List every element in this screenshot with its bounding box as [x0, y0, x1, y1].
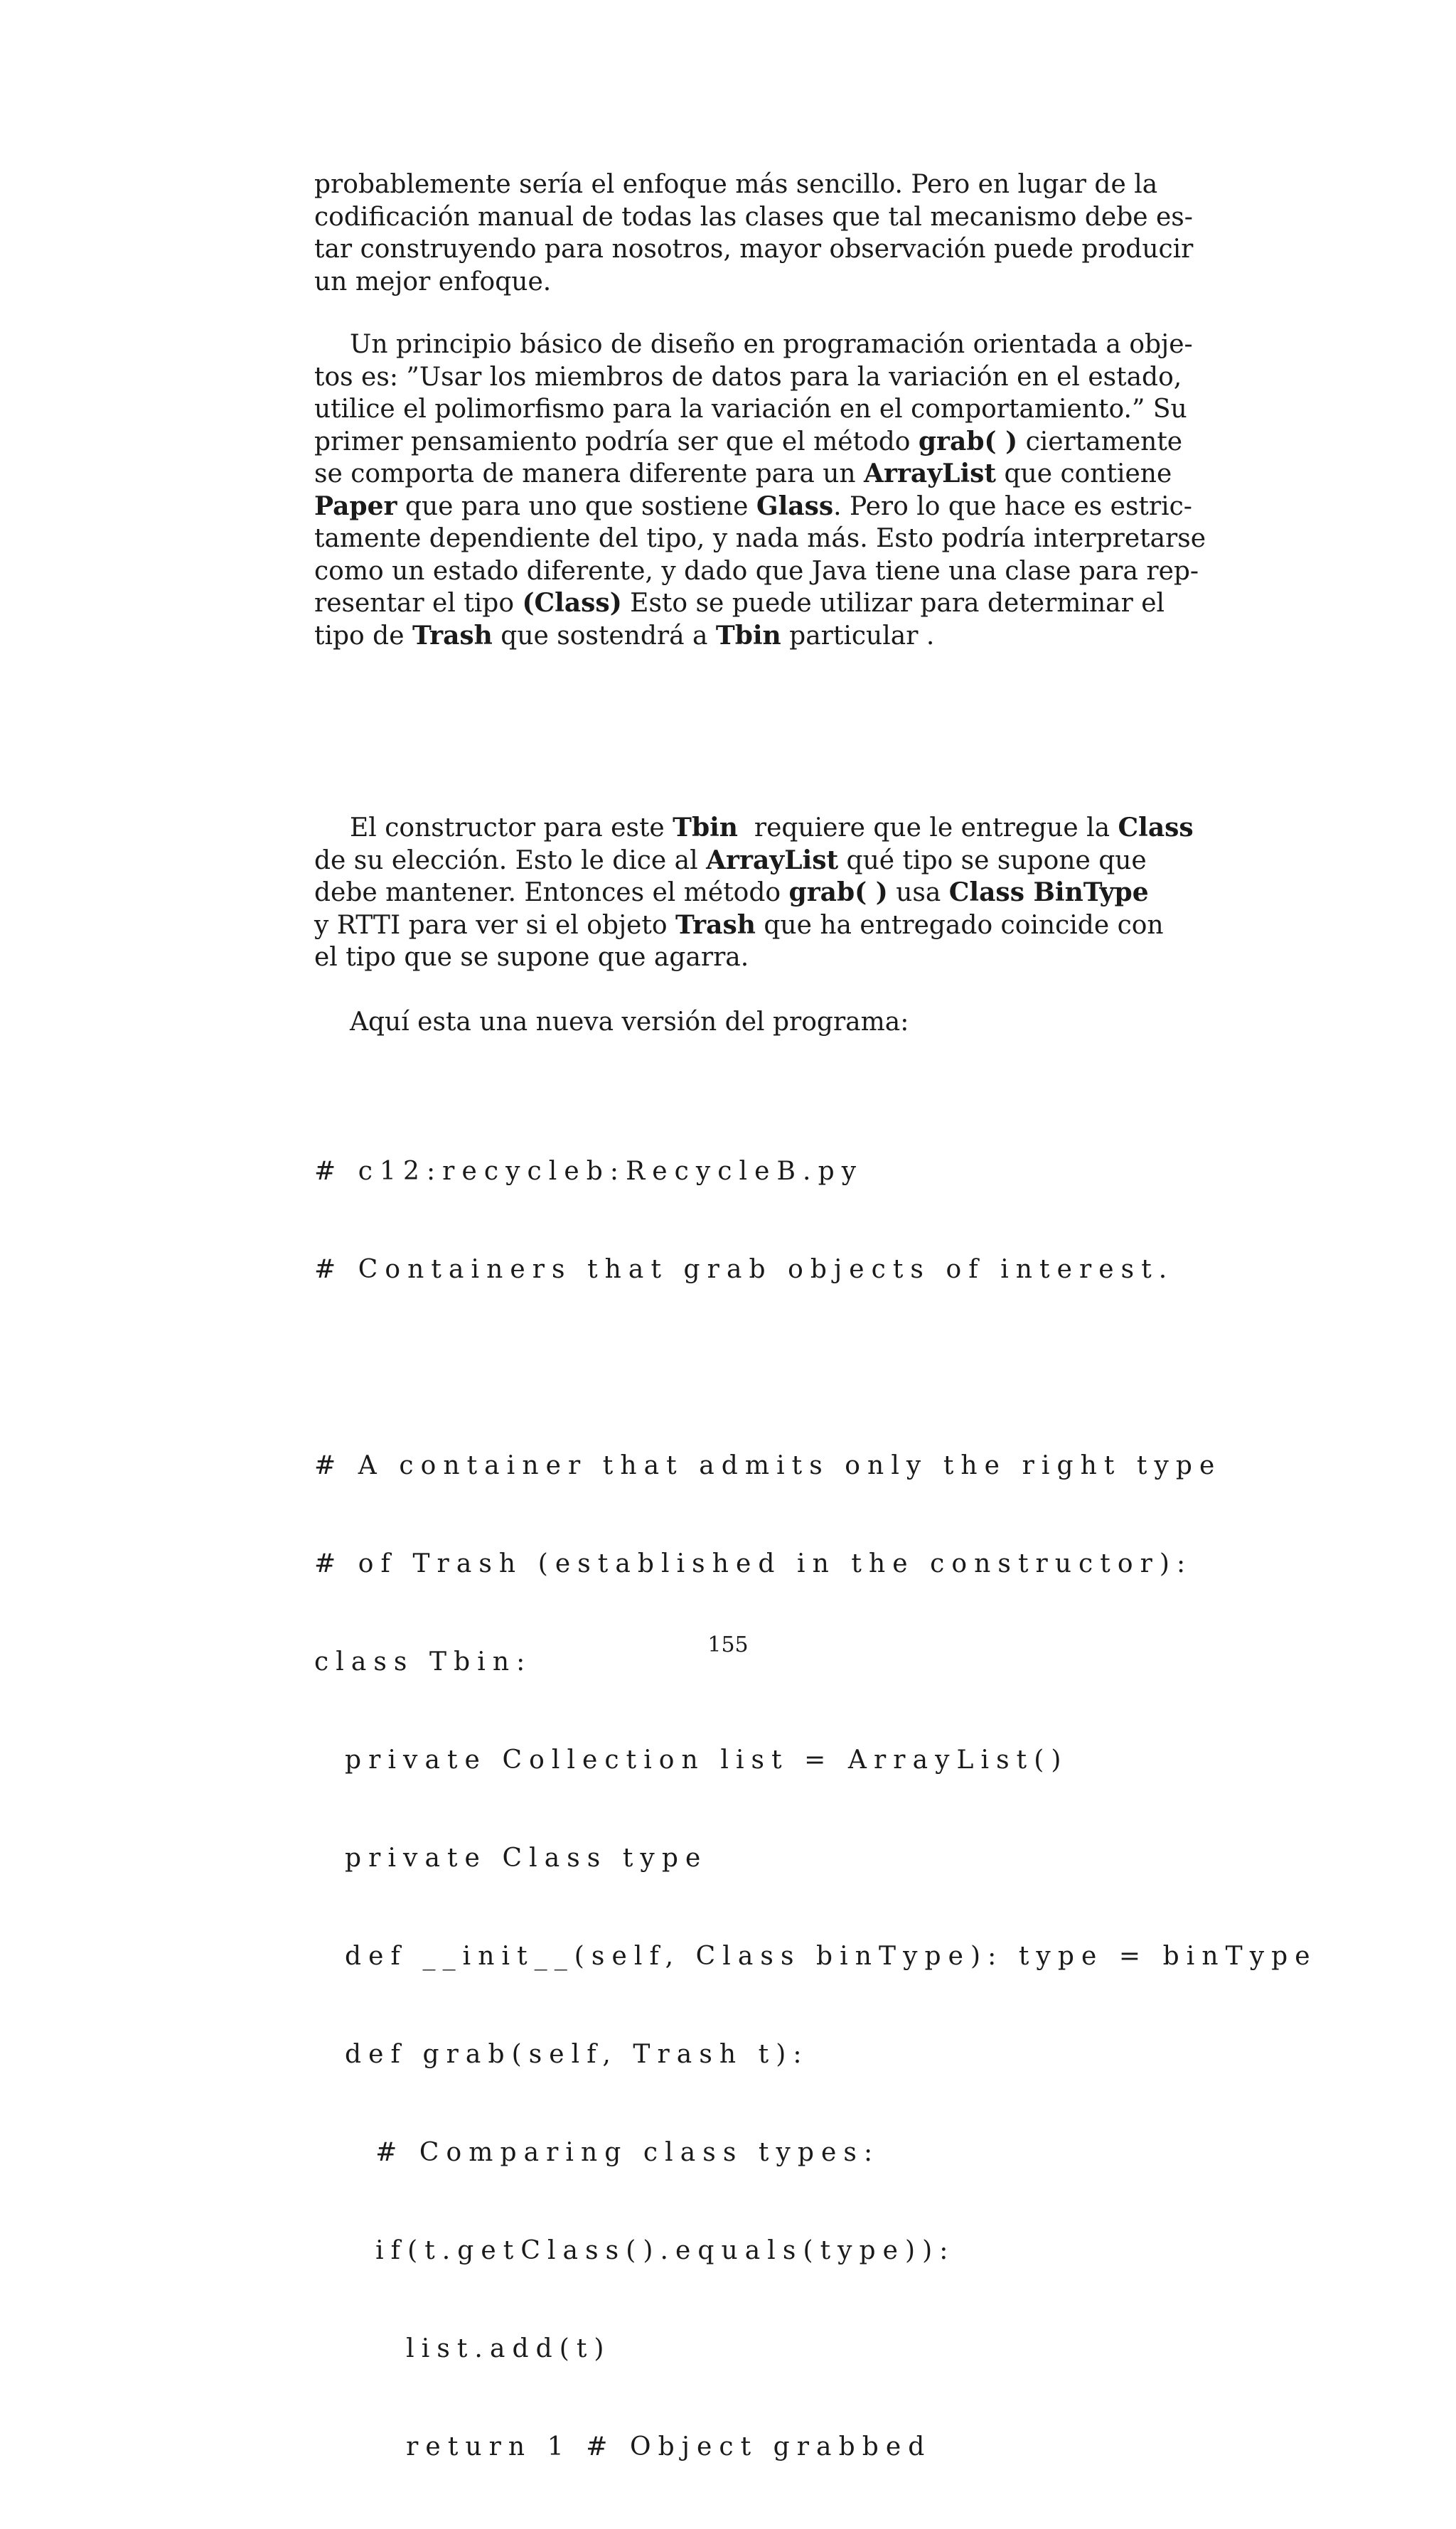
paragraph-2	[314, 328, 1206, 652]
class-name-bold: Tbin	[715, 620, 781, 651]
paragraph-line: como un estado diferente, y dado que Java tiene una clase para rep-	[314, 556, 1199, 586]
paragraph-line: Aquí esta una nueva versión del programa:	[350, 1007, 909, 1037]
text-run: Esto se puede utilizar para determinar el	[621, 589, 1165, 618]
paragraph-line	[314, 845, 1147, 877]
text-run: que para uno que sostiene	[397, 491, 756, 521]
text-run: se comporta de manera diferente para un	[314, 459, 864, 488]
paragraph-line: un mejor enfoque.	[314, 267, 552, 296]
paragraph-line: Un principio básico de diseño en programación orientada a obje-	[350, 330, 1193, 359]
text-run: debe mantener. Entonces el método	[314, 878, 789, 907]
code-line	[314, 1352, 1167, 1384]
code-line: # Containers that grab objects of interest.	[314, 1255, 1174, 1284]
class-name-bold: Trash	[412, 620, 493, 651]
code-line: private Collection list = ArrayList()	[314, 1745, 1069, 1775]
paragraph-line: el tipo que se supone que agarra.	[314, 943, 749, 972]
code-line: # Comparing class types:	[314, 2138, 880, 2167]
code-line: class Tbin:	[314, 1647, 532, 1677]
text-run: . Pero lo que hace es estric-	[833, 491, 1192, 521]
code-line: list.add(t)	[314, 2334, 611, 2363]
text-run: que contiene	[996, 459, 1172, 488]
class-name-bold: ArrayList	[864, 459, 997, 488]
class-name-bold: Class BinType	[948, 877, 1149, 907]
paragraph-line	[314, 877, 1149, 909]
class-name-bold: Trash	[675, 909, 756, 940]
class-name-bold: ArrayList	[706, 845, 839, 875]
paragraph-line	[314, 812, 1194, 845]
paragraph-line	[314, 426, 1183, 459]
class-name-bold: Paper	[314, 491, 397, 521]
text-run: usa	[887, 878, 949, 907]
code-line: return 1 # Object grabbed	[314, 2432, 932, 2461]
text-run: particular .	[781, 621, 935, 651]
paragraph-line: codificación manual de todas las clases que tal mecanismo debe es-	[314, 202, 1193, 232]
text-run: que sostendrá a	[492, 621, 716, 651]
text-run: El constructor para este	[350, 813, 673, 843]
page-number: 155	[707, 1632, 749, 1657]
class-name-bold: Glass	[756, 491, 834, 521]
class-name-bold: (Class)	[522, 588, 622, 618]
text-run: tipo de	[314, 621, 412, 651]
paragraph-line: tar construyendo para nosotros, mayor observación puede producir	[314, 235, 1194, 264]
paragraph-line	[314, 587, 1165, 620]
text-run: y RTTI para ver si el objeto	[314, 910, 675, 940]
paragraph-line	[314, 458, 1172, 491]
paragraph-line	[314, 491, 1192, 523]
paragraph-line: utilice el polimorfismo para la variación en el comportamiento.” Su	[314, 395, 1187, 424]
paragraph-4	[314, 1006, 1130, 1039]
paragraph-line: tamente dependiente del tipo, y nada más. Esto podría interpretarse	[314, 524, 1206, 553]
text-run: primer pensamiento podría ser que el método	[314, 427, 919, 456]
text-run: ciertamente	[1017, 427, 1183, 456]
code-line: # A container that admits only the right type	[314, 1451, 1222, 1480]
code-line: # c12:recycleb:RecycleB.py	[314, 1157, 864, 1186]
code-line: def __init__(self, Class binType): type = binType	[314, 1942, 1317, 1971]
paragraph-line: probablemente sería el enfoque más sencillo. Pero en lugar de la	[314, 170, 1158, 199]
class-name-bold: Tbin	[673, 813, 738, 843]
text-run: que ha entregado coincide con	[755, 910, 1164, 940]
paragraph-3	[314, 812, 1194, 974]
code-line: if(t.getClass().equals(type)):	[314, 2236, 956, 2265]
code-line: def grab(self, Trash t):	[314, 2040, 809, 2069]
text-run: de su elección. Esto le dice al	[314, 845, 707, 875]
text-run: requiere que le entregue la	[737, 813, 1118, 843]
method-name-bold: grab( )	[788, 877, 888, 907]
class-name-bold: Class	[1118, 813, 1194, 843]
code-line: private Class type	[314, 1844, 708, 1873]
paragraph-line: tos es: ”Usar los miembros de datos para la variación en el estado,	[314, 362, 1182, 392]
paragraph-1	[314, 169, 1194, 298]
paragraph-line	[314, 909, 1164, 942]
text-run: qué tipo se supone que	[838, 845, 1147, 875]
code-line: # of Trash (established in the constructor):	[314, 1549, 1193, 1578]
text-run: resentar el tipo	[314, 589, 523, 618]
method-name-bold: grab( )	[918, 426, 1018, 456]
code-listing	[314, 1090, 1317, 2529]
paragraph-line	[314, 620, 1130, 653]
